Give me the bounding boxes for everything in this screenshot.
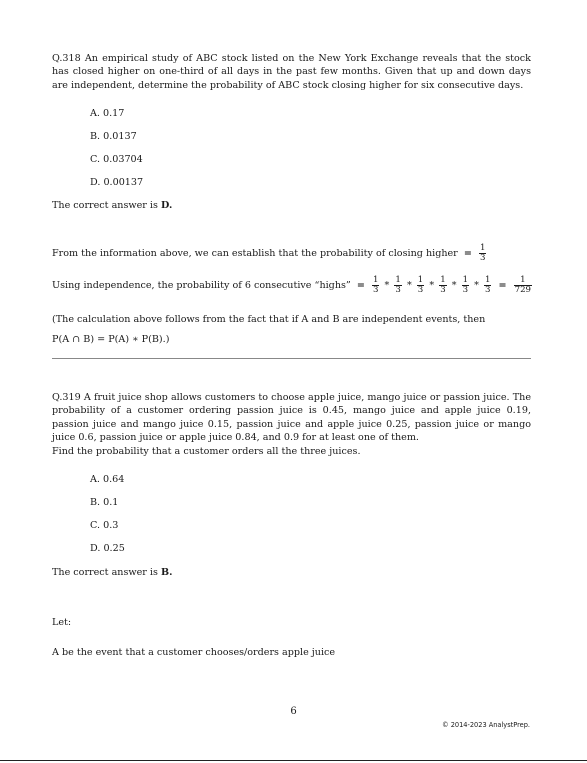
fraction-one-third: $\frac{1}{3}$ bbox=[395, 275, 401, 295]
q319-let: Let: bbox=[52, 617, 72, 628]
multiply-sign: * bbox=[474, 280, 479, 291]
q318-option-a: A. 0.17 bbox=[90, 108, 125, 119]
q319-option-b: B. 0.1 bbox=[90, 497, 119, 508]
question-319 bbox=[52, 391, 531, 458]
q318-option-c: C. 0.03704 bbox=[90, 154, 143, 165]
page-number: 6 bbox=[290, 706, 297, 717]
explanation-text: From the information above, we can establish that the probability of closing higher bbox=[52, 248, 458, 259]
q319-correct-answer bbox=[52, 567, 172, 578]
fraction-one-third: $\frac{1}{3}$ bbox=[440, 275, 446, 295]
section-divider bbox=[52, 358, 531, 359]
multiply-sign: * bbox=[384, 280, 390, 291]
equals-sign: = bbox=[356, 280, 365, 291]
fraction-one-third: $\frac{1}{3}$ bbox=[417, 275, 424, 295]
fraction-one-third: $\frac{1}{3}$ bbox=[373, 275, 379, 295]
q319-event-a: A be the event that a customer chooses/orders apple juice bbox=[52, 647, 336, 658]
multiply-sign: * bbox=[451, 280, 457, 291]
question-ask: Find the probability that a customer orders all the three juices. bbox=[52, 445, 361, 457]
question-body: Q.319 A fruit juice shop allows customers to choose apple juice, mango juice or passion juice. The probability of a customer ordering passion juice is 0.45, mango juice and apple juice 0.19, passion juice and mango juice 0.15, passion juice and apple juice 0.25, passion juice or mango juice 0.6, passion juice or apple juice 0.84, and 0.9 for at least one of them. bbox=[52, 392, 531, 444]
copyright-footer: © 2014-2023 AnalystPrep. bbox=[442, 721, 530, 729]
equals-sign: = bbox=[498, 280, 507, 291]
q319-option-d: D. 0.25 bbox=[90, 543, 125, 554]
fraction-one-third: $\frac{1}{3}$ bbox=[462, 275, 469, 295]
multiply-sign: * bbox=[429, 280, 435, 291]
q319-option-c: C. 0.3 bbox=[90, 520, 119, 531]
page-bottom-border bbox=[0, 760, 587, 761]
answer-letter: D. bbox=[160, 200, 173, 211]
q319-option-a: A. 0.64 bbox=[90, 474, 125, 485]
q318-correct-answer bbox=[52, 200, 172, 211]
multiply-sign: * bbox=[406, 280, 412, 291]
explanation-text: Using independence, the probability of 6 consecutive “highs” bbox=[52, 280, 351, 291]
q318-option-b: B. 0.0137 bbox=[90, 131, 137, 142]
q318-explanation-line1 bbox=[52, 244, 487, 263]
answer-prefix: The correct answer is bbox=[52, 200, 161, 211]
q318-note-line1: (The calculation above follows from the fact that if A and B are independent events, then bbox=[52, 314, 486, 325]
equals-sign: = bbox=[463, 248, 472, 259]
q318-note-line2: P(A ∩ B) = P(A) ∗ P(B).) bbox=[52, 334, 170, 345]
question-318: Q.318 An empirical study of ABC stock listed on the New York Exchange reveals that the stock has closed higher on one-third of all days in the past few months. Given that up and down days are independent, determine the probability of ABC stock closing higher for six consecutive days. bbox=[52, 53, 531, 91]
answer-prefix: The correct answer is bbox=[52, 567, 161, 578]
q318-explanation-line2 bbox=[52, 276, 533, 295]
fraction-one-third: $\frac{1}{3}$ bbox=[479, 243, 486, 263]
answer-letter: B. bbox=[160, 567, 173, 578]
fraction-result: $\frac{1}{729}$ bbox=[514, 275, 532, 295]
fraction-one-third: $\frac{1}{3}$ bbox=[484, 275, 491, 295]
q318-option-d: D. 0.00137 bbox=[90, 177, 144, 188]
